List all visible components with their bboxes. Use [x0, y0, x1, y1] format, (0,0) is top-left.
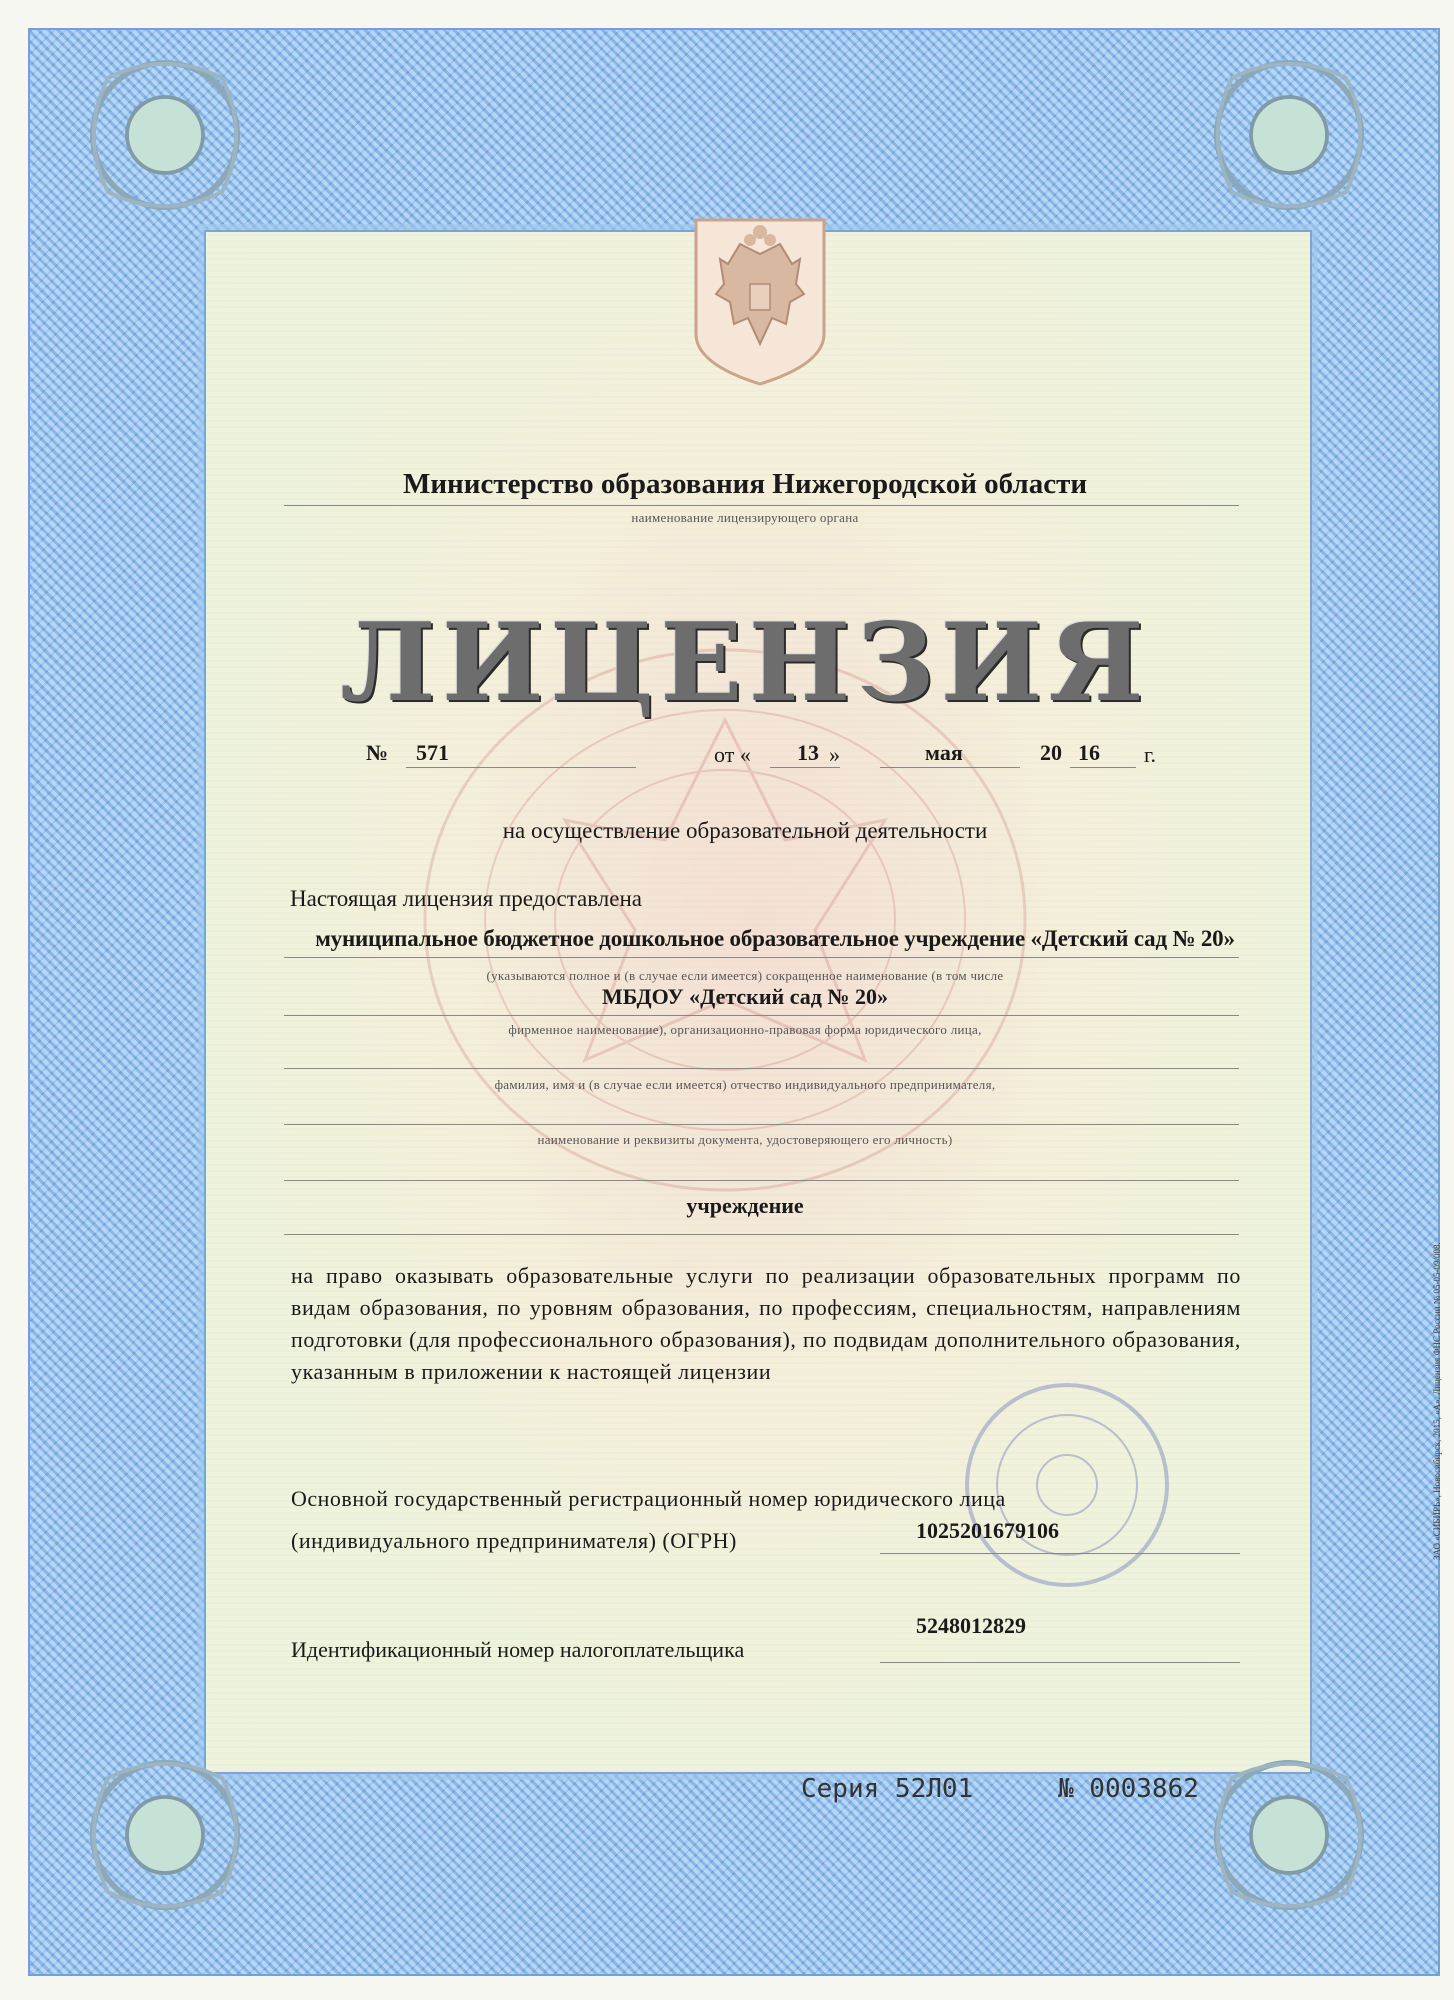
ogrn-underline: [880, 1553, 1240, 1554]
printer-note: ЗАО «СИБИРЬ», Новосибирск, 2015, «А». Лицензия ФНС России № 05-05-09/008.: [1432, 1242, 1442, 1560]
year-label: г.: [1144, 742, 1157, 767]
blank-line-3: [284, 1180, 1239, 1181]
license-purpose: на осуществление образовательной деятельности: [502, 818, 988, 843]
month-underline: [880, 767, 1020, 768]
date-day: 13: [797, 740, 819, 765]
date-year-prefix: 20: [1040, 740, 1062, 765]
ogrn-label-line-2: (индивидуального предпринимателя) (ОГРН): [291, 1528, 737, 1553]
short-name-underline: [284, 1015, 1239, 1016]
caption-identity-document: наименование и реквизиты документа, удостоверяющего его личность): [537, 1132, 953, 1147]
granted-label: Настоящая лицензия предоставлена: [290, 886, 642, 911]
org-form-underline: [284, 1234, 1239, 1235]
ogrn-value: 1025201679106: [916, 1518, 1059, 1543]
day-underline: [770, 767, 840, 768]
form-series: Серия 52Л01: [801, 1774, 974, 1804]
coat-of-arms-icon: [690, 214, 830, 389]
blank-line-2: [284, 1124, 1239, 1125]
ogrn-label-line-1: Основной государственный регистрационный номер юридического лица: [291, 1486, 1006, 1511]
date-day-close: »: [829, 742, 840, 767]
corner-ornament-bottom-left: [70, 1740, 260, 1930]
corner-ornament-top-right: [1194, 40, 1384, 230]
caption-entrepreneur-name: фамилия, имя и (в случае если имеется) отчество индивидуального предпринимателя,: [494, 1077, 996, 1092]
date-year-suffix: 16: [1078, 740, 1100, 765]
year-underline: [1070, 767, 1136, 768]
number-underline: [406, 767, 636, 768]
document-title: ЛИЦЕНЗИЯ: [340, 600, 1150, 726]
form-serial-number: № 0003862: [1058, 1774, 1199, 1804]
number-label: №: [366, 740, 389, 765]
inn-label: Идентификационный номер налогоплательщика: [291, 1637, 745, 1662]
organization-short-name: МБДОУ «Детский сад № 20»: [602, 984, 888, 1009]
organizational-form: учреждение: [686, 1193, 804, 1218]
blank-line-1: [284, 1068, 1239, 1069]
full-name-underline: [284, 957, 1239, 958]
inn-underline: [880, 1662, 1240, 1663]
licensing-authority: Министерство образования Нижегородской области: [402, 468, 1088, 500]
caption-full-name: (указываются полное и (в случае если имеется) сокращенное наименование (в том числе: [486, 968, 1004, 983]
date-month: мая: [925, 740, 963, 765]
inn-value: 5248012829: [916, 1613, 1026, 1638]
date-from-label: от «: [714, 742, 751, 767]
authority-caption: наименование лицензирующего органа: [631, 510, 859, 525]
caption-legal-form: фирменное наименование), организационно-правовая форма юридического лица,: [508, 1022, 982, 1037]
license-number: 571: [416, 740, 449, 765]
authority-underline: [284, 505, 1239, 506]
corner-ornament-top-left: [70, 40, 260, 230]
corner-ornament-bottom-right: [1194, 1740, 1384, 1930]
license-rights-text: на право оказывать образовательные услуги по реализации образовательных программ по видам образования, по уровням образования, по профессиям, специальностям, направлениям подготовки (для профессионального образования), по подвидам дополнительного образования, указанным в приложении к настоящей лицензии: [291, 1263, 1241, 1384]
organization-full-name: муниципальное бюджетное дошкольное образовательное учреждение «Детский сад № 20»: [315, 926, 1235, 951]
stamp-seal: [962, 1380, 1172, 1590]
